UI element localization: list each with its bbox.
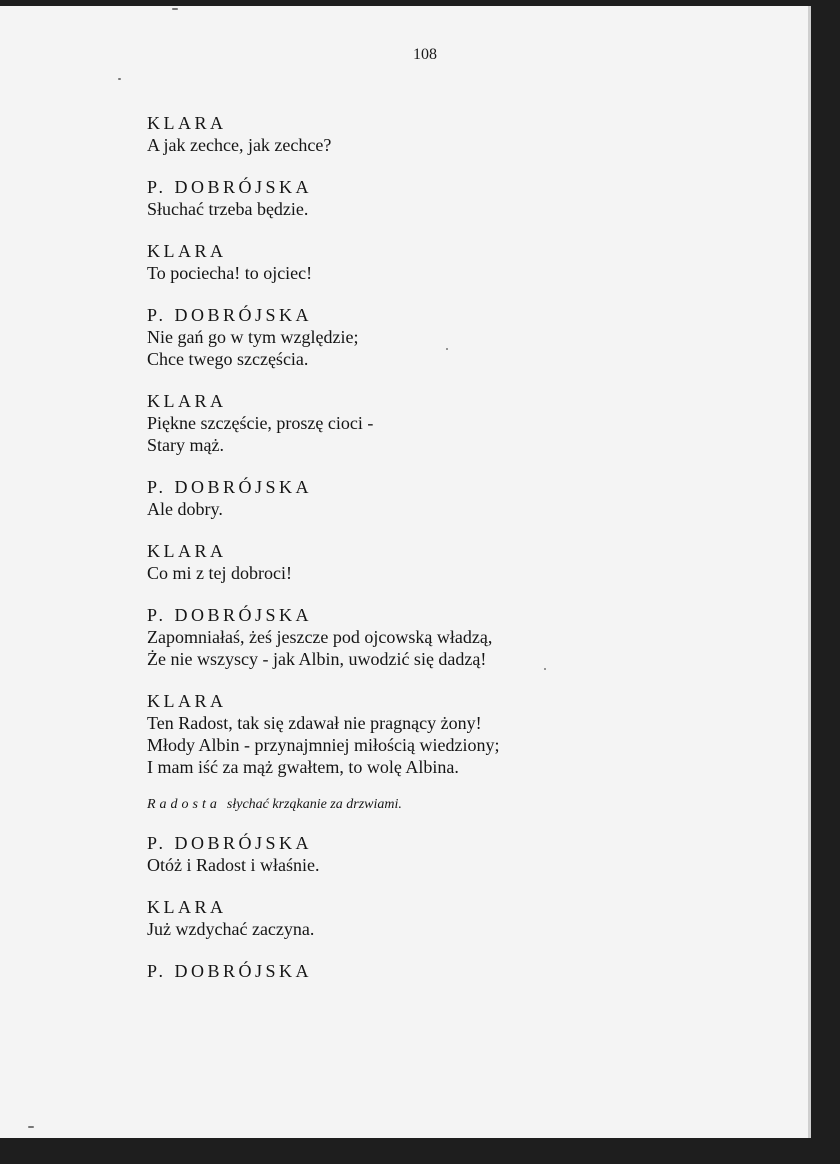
dialogue-line: Piękne szczęście, proszę cioci - xyxy=(147,413,374,433)
speaker-name: P. DOBRÓJSKA xyxy=(147,961,313,981)
dialogue-block xyxy=(147,240,747,284)
speaker-name: KLARA xyxy=(147,897,227,917)
document-page xyxy=(0,6,811,1138)
dialogue-block xyxy=(147,476,747,520)
speaker-name: P. DOBRÓJSKA xyxy=(147,305,313,325)
dialogue-block xyxy=(147,832,747,876)
dialogue-block xyxy=(147,960,747,982)
dialogue-line: Chce twego szczęścia. xyxy=(147,349,309,369)
dialogue-line: Ale dobry. xyxy=(147,499,223,519)
stage-direction-name: Radosta xyxy=(147,797,221,812)
dialogue-section xyxy=(147,832,747,982)
dialogue-line: I mam iść za mąż gwałtem, to wolę Albina. xyxy=(147,757,459,777)
speaker-name: P. DOBRÓJSKA xyxy=(147,605,313,625)
dialogue-block xyxy=(147,304,747,370)
scan-speck xyxy=(446,348,448,350)
dialogue-block xyxy=(147,540,747,584)
stage-direction-text: słychać krząkanie za drzwiami. xyxy=(226,797,402,812)
dialogue-line: Co mi z tej dobroci! xyxy=(147,563,292,583)
dialogue-block xyxy=(147,112,747,156)
speaker-name: KLARA xyxy=(147,113,227,133)
dialogue-line: Że nie wszyscy - jak Albin, uwodzić się dadzą! xyxy=(147,649,487,669)
speaker-name: KLARA xyxy=(147,541,227,561)
dialogue-line: Nie gań go w tym względzie; xyxy=(147,327,359,347)
dialogue-line: Stary mąż. xyxy=(147,435,224,455)
scan-speck xyxy=(172,8,178,10)
page-number: 108 xyxy=(413,46,437,63)
speaker-name: P. DOBRÓJSKA xyxy=(147,833,313,853)
dialogue-line: A jak zechce, jak zechce? xyxy=(147,135,332,155)
scan-speck xyxy=(28,1126,34,1128)
dialogue-block xyxy=(147,690,747,778)
dialogue-block xyxy=(147,390,747,456)
dialogue-section xyxy=(147,112,747,778)
speaker-name: P. DOBRÓJSKA xyxy=(147,477,313,497)
dialogue-line: Młody Albin - przynajmniej miłością wiedziony; xyxy=(147,735,500,755)
dialogue-line: Już wzdychać zaczyna. xyxy=(147,919,315,939)
dialogue-line: Słuchać trzeba będzie. xyxy=(147,199,309,219)
speaker-name: P. DOBRÓJSKA xyxy=(147,177,313,197)
dialogue-line: Zapomniałaś, żeś jeszcze pod ojcowską władzą, xyxy=(147,627,493,647)
speaker-name: KLARA xyxy=(147,691,227,711)
scan-speck xyxy=(544,668,546,670)
dialogue-line: To pociecha! to ojciec! xyxy=(147,263,313,283)
dialogue-block xyxy=(147,896,747,940)
speaker-name: KLARA xyxy=(147,391,227,411)
dialogue-line: Otóż i Radost i właśnie. xyxy=(147,855,320,875)
stage-direction xyxy=(147,794,747,816)
scan-speck xyxy=(118,78,121,80)
dialogue-block xyxy=(147,176,747,220)
dialogue-line: Ten Radost, tak się zdawał nie pragnący żony! xyxy=(147,713,482,733)
speaker-name: KLARA xyxy=(147,241,227,261)
play-text xyxy=(147,112,747,1002)
dialogue-block xyxy=(147,604,747,670)
